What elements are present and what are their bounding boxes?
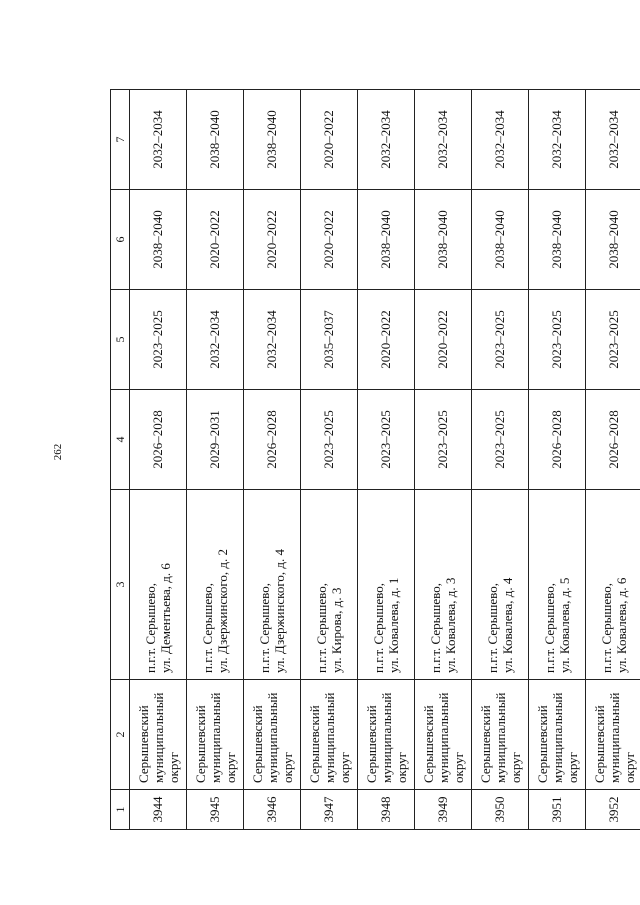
header-cell: 2	[111, 680, 130, 790]
period-cell: 2029–2031	[187, 390, 244, 490]
period-cell: 2020–2022	[301, 90, 358, 190]
period-cell: 2020–2022	[301, 190, 358, 290]
district-cell: Серышевский муниципальный округ	[415, 680, 472, 790]
table-body	[130, 90, 640, 830]
row-number-cell: 3951	[529, 790, 586, 830]
district-cell: Серышевский муниципальный округ	[358, 680, 415, 790]
table-row	[472, 90, 529, 830]
period-cell: 2023–2025	[130, 290, 187, 390]
address-cell: п.г.т. Серышево, ул. Дзержинского, д. 4	[244, 490, 301, 680]
period-cell: 2032–2034	[586, 90, 640, 190]
district-cell: Серышевский муниципальный округ	[244, 680, 301, 790]
period-cell: 2035–2037	[301, 290, 358, 390]
address-cell: п.г.т. Серышево, ул. Дементьева, д. 6	[130, 490, 187, 680]
period-cell: 2032–2034	[187, 290, 244, 390]
table-row	[130, 90, 187, 830]
header-cell: 6	[111, 190, 130, 290]
period-cell: 2020–2022	[244, 190, 301, 290]
row-number-cell: 3949	[415, 790, 472, 830]
period-cell: 2038–2040	[187, 90, 244, 190]
period-cell: 2026–2028	[586, 390, 640, 490]
row-number-cell: 3948	[358, 790, 415, 830]
period-cell: 2023–2025	[358, 390, 415, 490]
district-cell: Серышевский муниципальный округ	[187, 680, 244, 790]
period-cell: 2026–2028	[529, 390, 586, 490]
table-row	[244, 90, 301, 830]
header-cell: 1	[111, 790, 130, 830]
page-number: 262	[52, 443, 64, 461]
period-cell: 2038–2040	[244, 90, 301, 190]
row-number-cell: 3952	[586, 790, 640, 830]
period-cell: 2032–2034	[244, 290, 301, 390]
header-row	[111, 90, 130, 830]
address-cell: п.г.т. Серышево, ул. Ковалева, д. 4	[472, 490, 529, 680]
address-cell: п.г.т. Серышево, ул. Кирова, д. 3	[301, 490, 358, 680]
period-cell: 2038–2040	[472, 190, 529, 290]
period-cell: 2032–2034	[358, 90, 415, 190]
period-cell: 2023–2025	[529, 290, 586, 390]
period-cell: 2020–2022	[187, 190, 244, 290]
table-row	[586, 90, 640, 830]
period-cell: 2023–2025	[301, 390, 358, 490]
header-cell: 3	[111, 490, 130, 680]
district-cell: Серышевский муниципальный округ	[472, 680, 529, 790]
period-cell: 2038–2040	[529, 190, 586, 290]
table-row	[187, 90, 244, 830]
district-cell: Серышевский муниципальный округ	[586, 680, 640, 790]
header-cell: 5	[111, 290, 130, 390]
row-number-cell: 3945	[187, 790, 244, 830]
period-cell: 2020–2022	[358, 290, 415, 390]
row-number-cell: 3944	[130, 790, 187, 830]
period-cell: 2038–2040	[586, 190, 640, 290]
table-row	[358, 90, 415, 830]
address-cell: п.г.т. Серышево, ул. Ковалева, д. 5	[529, 490, 586, 680]
address-cell: п.г.т. Серышево, ул. Ковалева, д. 6	[586, 490, 640, 680]
data-table	[110, 89, 640, 830]
district-cell: Серышевский муниципальный округ	[301, 680, 358, 790]
address-cell: п.г.т. Серышево, ул. Ковалева, д. 3	[415, 490, 472, 680]
row-number-cell: 3946	[244, 790, 301, 830]
period-cell: 2026–2028	[244, 390, 301, 490]
period-cell: 2023–2025	[586, 290, 640, 390]
period-cell: 2038–2040	[358, 190, 415, 290]
period-cell: 2023–2025	[472, 290, 529, 390]
district-cell: Серышевский муниципальный округ	[529, 680, 586, 790]
period-cell: 2023–2025	[415, 390, 472, 490]
header-cell: 4	[111, 390, 130, 490]
district-cell: Серышевский муниципальный округ	[130, 680, 187, 790]
row-number-cell: 3947	[301, 790, 358, 830]
period-cell: 2038–2040	[415, 190, 472, 290]
period-cell: 2032–2034	[472, 90, 529, 190]
period-cell: 2032–2034	[529, 90, 586, 190]
header-cell: 7	[111, 90, 130, 190]
period-cell: 2023–2025	[472, 390, 529, 490]
table-row	[415, 90, 472, 830]
address-cell: п.г.т. Серышево, ул. Ковалева, д. 1	[358, 490, 415, 680]
period-cell: 2032–2034	[415, 90, 472, 190]
period-cell: 2026–2028	[130, 390, 187, 490]
address-cell: п.г.т. Серышево, ул. Дзержинского, д. 2	[187, 490, 244, 680]
table-row	[529, 90, 586, 830]
row-number-cell: 3950	[472, 790, 529, 830]
period-cell: 2032–2034	[130, 90, 187, 190]
period-cell: 2020–2022	[415, 290, 472, 390]
period-cell: 2038–2040	[130, 190, 187, 290]
table-container	[110, 90, 637, 830]
table-row	[301, 90, 358, 830]
